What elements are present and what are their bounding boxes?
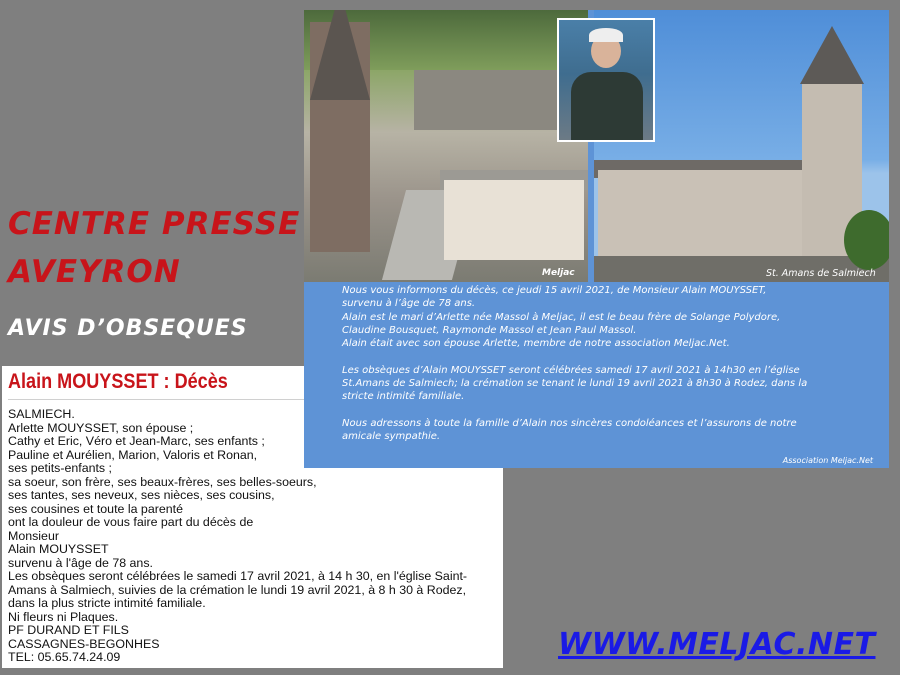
notice-line: dans la plus stricte intimité familiale. (8, 596, 206, 610)
card-line: Alain est le mari d’Arlette née Massol à Meljac, il est le beau frère de Solange Polydore, (342, 311, 781, 323)
card-line: survenu à l’âge de 78 ans. (342, 298, 476, 310)
notice-line: sa soeur, son frère, ses beaux-frères, ses belles-soeurs, (8, 474, 317, 489)
notice-line: Monsieur (8, 528, 59, 543)
notice-line: Amans à Salmiech, suivies de la crémation le lundi 19 avril 2021, à 8 h 30 à Rodez, (8, 582, 467, 597)
notice-line: Alain MOUYSSET (8, 542, 109, 556)
notice-line: TEL: 05.65.74.24.09 (8, 650, 121, 664)
village-aerial-photo (304, 10, 588, 282)
notice-line: ses petits-enfants ; (8, 461, 112, 475)
notice-line: CASSAGNES-BEGONHES (8, 636, 160, 651)
notice-line: ont la douleur de vous faire part du décès de (8, 515, 254, 529)
brand-title (8, 200, 300, 296)
card-line: Claudine Bousquet, Raymonde Massol et Jean Paul Massol. (342, 324, 637, 336)
photo-caption-meljac: Meljac (542, 268, 575, 278)
notice-line: Les obsèques seront célébrées le samedi 17 avril 2021, à 14 h 30, en l'église Saint- (8, 569, 468, 583)
brand-line-2: AVEYRON (8, 254, 181, 290)
card-signature: Association Meljac.Net (782, 456, 873, 465)
notice-line: survenu à l'âge de 78 ans. (8, 555, 153, 570)
card-line: St.Amans de Salmiech; la crémation se tenant le lundi 19 avril 2021 à 8h30 à Rodez, dans la (342, 378, 808, 390)
website-link[interactable]: WWW.MELJAC.NET (558, 627, 876, 662)
section-subtitle: AVIS D’OBSEQUES (8, 316, 248, 341)
card-line: stricte intimité familiale. (342, 391, 465, 403)
card-line: Nous adressons à toute la famille d’Alain nos sincères condoléances et l’assurons de notre (342, 417, 797, 429)
card-line (342, 404, 882, 417)
card-line: Alain était avec son épouse Arlette, membre de notre association Meljac.Net. (342, 338, 730, 350)
notice-title: Alain MOUYSSET : Décès (8, 370, 228, 393)
notice-line: PF DURAND ET FILS (8, 623, 129, 637)
card-line (342, 350, 882, 363)
notice-line: Pauline et Aurélien, Marion, Valoris et Ronan, (8, 447, 258, 462)
card-line: Nous vous informons du décès, ce jeudi 15 avril 2021, de Monsieur Alain MOUYSSET, (342, 285, 767, 296)
notice-line: Arlette MOUYSSET, son épouse ; (8, 420, 194, 435)
card-announcement (342, 284, 882, 444)
card-line: amicale sympathie. (342, 431, 441, 443)
photo-caption-church: St. Amans de Salmiech (766, 268, 876, 279)
notice-line: Cathy et Eric, Véro et Jean-Marc, ses enfants ; (8, 434, 265, 448)
card-line: Les obsèques d’Alain MOUYSSET seront célébrées samedi 17 avril 2021 à 14h30 en l’église (342, 364, 800, 376)
notice-line: ses tantes, ses neveux, ses nièces, ses cousins, (8, 488, 275, 502)
association-card (304, 10, 889, 468)
brand-line-1: CENTRE PRESSE (8, 206, 301, 242)
notice-line: Ni fleurs ni Plaques. (8, 609, 119, 624)
portrait-photo (557, 18, 655, 142)
notice-line: SALMIECH. (8, 407, 75, 421)
notice-line: ses cousines et toute la parenté (8, 501, 183, 516)
